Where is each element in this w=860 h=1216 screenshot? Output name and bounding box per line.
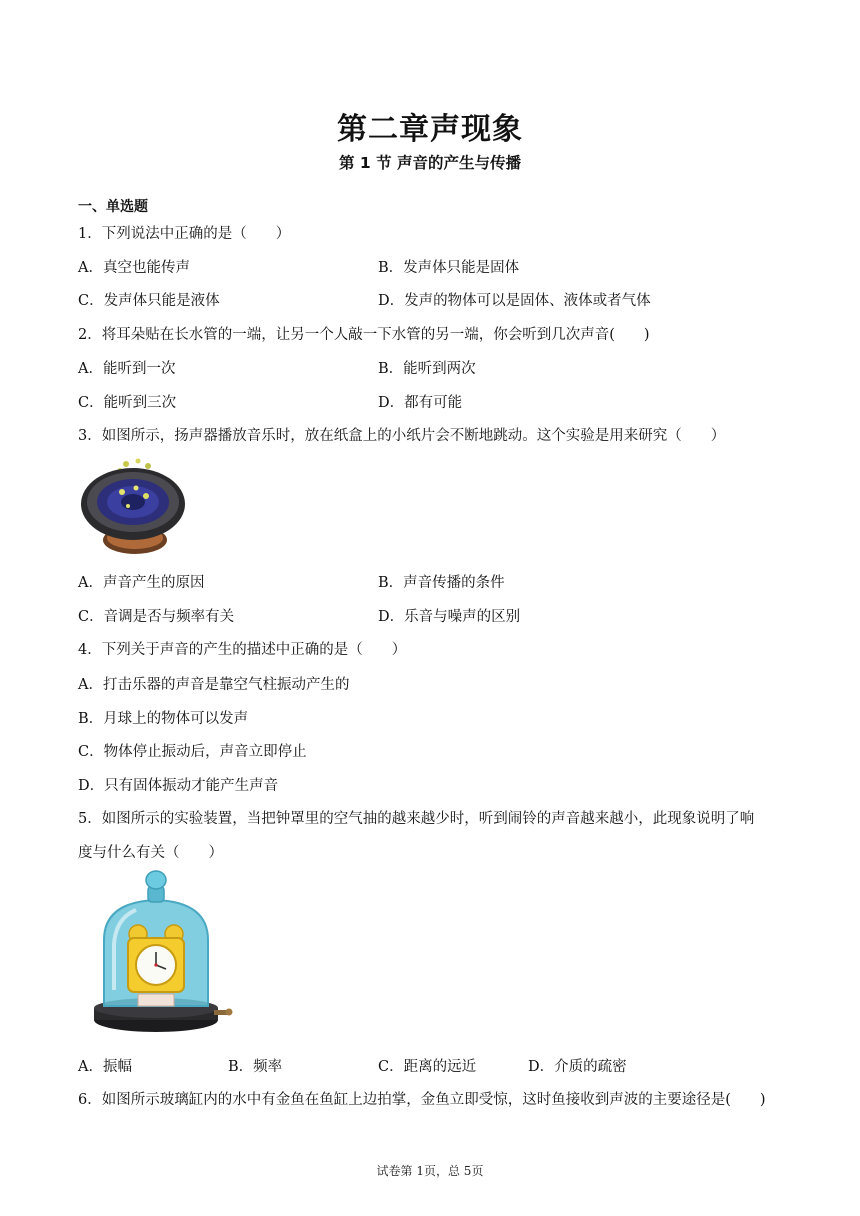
- question-3-option-d: D．乐音与噪声的区别: [378, 609, 521, 625]
- question-5-stem-line-1: 5．如图所示的实验装置，当把钟罩里的空气抽的越来越少时，听到闹铃的声音越来越小，此现象说明了响: [78, 811, 755, 827]
- loudspeaker-figure: [78, 456, 188, 564]
- question-3-option-a: A．声音产生的原因: [78, 575, 205, 591]
- chapter-title: 第二章声现象: [337, 112, 523, 147]
- question-5-option-d: D．介质的疏密: [528, 1059, 627, 1075]
- question-1-stem: 1．下列说法中正确的是（ ）: [78, 226, 291, 242]
- question-1-option-c: C．发声体只能是液体: [78, 293, 220, 309]
- question-4-option-c: C．物体停止振动后，声音立即停止: [78, 744, 307, 760]
- question-5-option-b: B．频率: [228, 1059, 283, 1075]
- question-2-option-b: B．能听到两次: [378, 361, 476, 377]
- question-3-option-b: B．声音传播的条件: [378, 575, 505, 591]
- question-type-heading: 一、单选题: [78, 199, 148, 215]
- question-2-option-c: C．能听到三次: [78, 395, 177, 411]
- question-3-option-c: C．音调是否与频率有关: [78, 609, 235, 625]
- question-4-option-d: D．只有固体振动才能产生声音: [78, 778, 279, 794]
- page-footer: 试卷第 1页，总 5页: [376, 1164, 484, 1178]
- section-subtitle: 第 1 节 声音的产生与传播: [339, 154, 521, 172]
- question-3-stem: 3．如图所示，扬声器播放音乐时，放在纸盒上的小纸片会不断地跳动。这个实验是用来研究（ ）: [78, 428, 726, 444]
- question-4-stem: 4．下列关于声音的产生的描述中正确的是（ ）: [78, 642, 407, 658]
- question-2-option-d: D．都有可能: [378, 395, 463, 411]
- bell-jar-alarm-clock-figure: [92, 870, 234, 1036]
- question-1-option-b: B．发声体只能是固体: [378, 260, 520, 276]
- question-5-option-a: A．振幅: [78, 1059, 132, 1075]
- question-4-option-b: B．月球上的物体可以发声: [78, 711, 249, 727]
- question-2-stem: 2．将耳朵贴在长水管的一端，让另一个人敲一下水管的另一端，你会听到几次声音( ): [78, 327, 650, 343]
- question-2-option-a: A．能听到一次: [78, 361, 176, 377]
- question-5-stem-line-2: 度与什么有关（ ）: [78, 845, 223, 861]
- question-1-option-a: A．真空也能传声: [78, 260, 190, 276]
- question-6-stem: 6．如图所示玻璃缸内的水中有金鱼在鱼缸上边拍掌，金鱼立即受惊，这时鱼接收到声波的主要途径是( ): [78, 1092, 766, 1108]
- question-5-option-c: C．距离的远近: [378, 1059, 477, 1075]
- question-1-option-d: D．发声的物体可以是固体、液体或者气体: [378, 293, 651, 309]
- question-4-option-a: A．打击乐器的声音是靠空气柱振动产生的: [78, 677, 350, 693]
